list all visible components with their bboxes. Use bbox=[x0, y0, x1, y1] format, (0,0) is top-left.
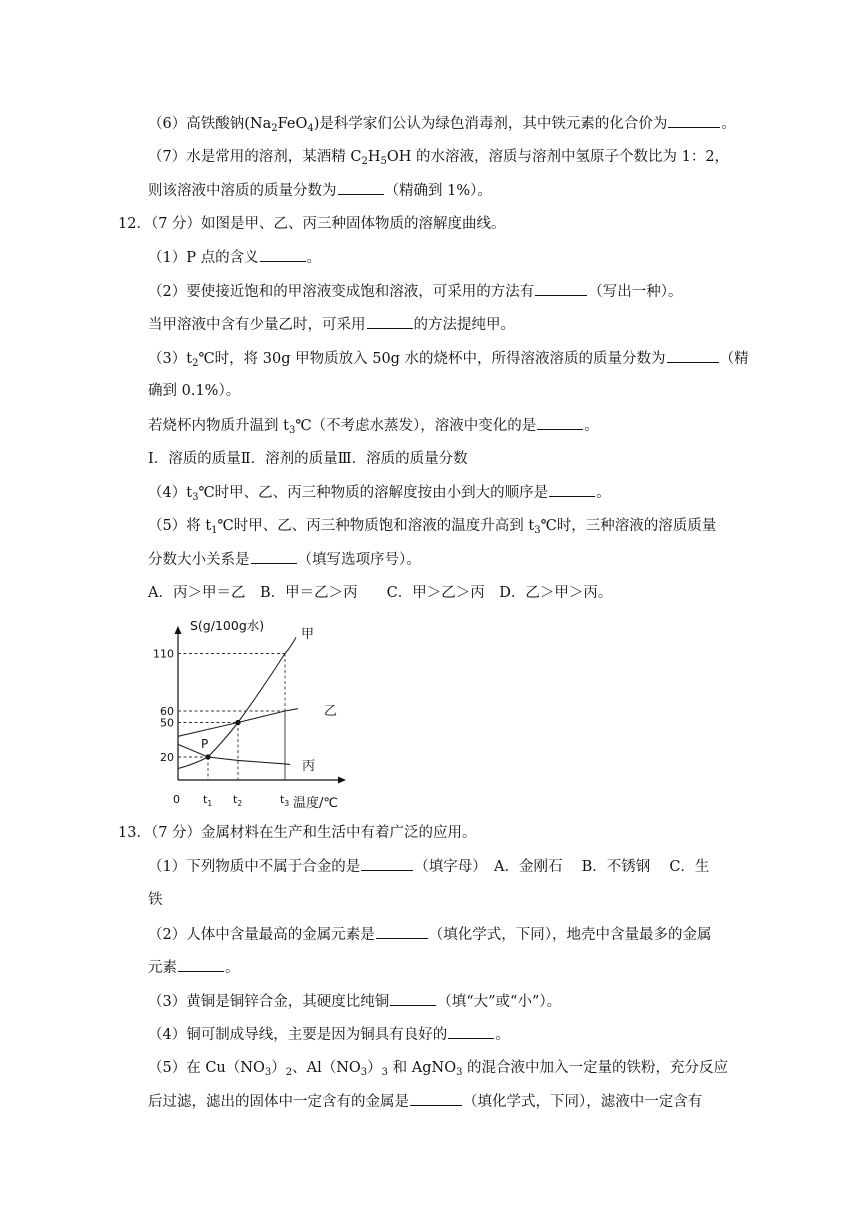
answer-blank bbox=[338, 180, 384, 195]
q12-choices: A．丙＞甲＝乙 B．甲＝乙＞丙 C．甲＞乙＞丙 D．乙＞甲＞丙。 bbox=[148, 585, 613, 601]
answer-blank bbox=[549, 482, 595, 497]
q12-part1: （1）P 点的含义 。 bbox=[148, 247, 321, 268]
q13-part2-line2: 元素 。 bbox=[148, 957, 240, 978]
y-axis-label: S(g/100g水) bbox=[190, 618, 265, 633]
x-axis-label: 温度/℃ bbox=[293, 796, 338, 811]
y-tick-label-110: 110 bbox=[153, 647, 174, 661]
q13-part3: （3）黄铜是铜锌合金，其硬度比纯铜 （填“大”或“小”）。 bbox=[148, 991, 561, 1012]
series-label-3: 丙 bbox=[302, 759, 316, 774]
answer-blank bbox=[376, 924, 428, 939]
q13-part1-line1: （1）下列物质中不属于合金的是 （填字母） A．金刚石 B．不锈钢 C．生 bbox=[148, 856, 709, 877]
q12-part5-line1: （5）将 $t_1℃$时甲、乙、丙三种物质饱和溶液的温度升高到 $t_3℃$时，三种溶液的溶质质量 bbox=[148, 518, 717, 536]
solubility-chart bbox=[148, 614, 368, 814]
answer-blank bbox=[361, 856, 413, 871]
q12-part3-line1: $(3)t_2℃$时，将 30g 甲物质放入 50g 水的烧杯中，所得溶液溶质的质量分数为 （精 bbox=[148, 348, 749, 369]
q12-header: 12．（7 分）如图是甲、乙、丙三种固体物质的溶解度曲线。 bbox=[118, 216, 506, 232]
x-tick-label-t3: $t_3$ bbox=[280, 793, 290, 808]
y-axis-arrow bbox=[175, 626, 182, 634]
answer-blank bbox=[251, 549, 297, 564]
y-tick-label-20: 20 bbox=[160, 751, 174, 764]
q11-item7-line2: 则该溶液中溶质的质量分数为 （精确到 1%）。 bbox=[148, 180, 492, 201]
origin-label: 0 bbox=[173, 793, 180, 806]
answer-blank bbox=[367, 314, 413, 329]
q12-part4: $(4)t_3℃$时甲、乙、丙三种物质的溶解度按由小到大的顺序是 。 bbox=[148, 482, 611, 503]
intersection-point-1 bbox=[205, 754, 210, 759]
q12-part2: （2）要使接近饱和的甲溶液变成饱和溶液，可采用的方法有 （写出一种）。 bbox=[148, 281, 682, 302]
intersection-point-2 bbox=[235, 720, 240, 725]
q12-part5-line2: 分数大小关系是 （填写选项序号）。 bbox=[148, 549, 421, 570]
q13-part4: （4）铜可制成导线，主要是因为铜具有良好的 。 bbox=[148, 1024, 510, 1045]
series-label-2: 乙 bbox=[324, 704, 338, 719]
answer-blank bbox=[537, 415, 583, 430]
q13-part1-line2: 铁 bbox=[148, 892, 163, 908]
q11-item6: （6）高铁酸钠$(Na_2FeO_4)$是科学家们公认为绿色消毒剂，其中铁元素的化合价为 。 bbox=[148, 113, 736, 134]
q13-part2-line1: （2）人体中含量最高的金属元素是 （填化学式，下同），地壳中含量最多的金属 bbox=[148, 924, 711, 945]
series-line-1 bbox=[178, 637, 296, 768]
q12-part3-line2: 确到 0.1%）。 bbox=[148, 383, 241, 399]
x-axis-arrow bbox=[338, 777, 346, 784]
q12-roman-options: Ⅰ．溶质的质量Ⅱ．溶剂的质量Ⅲ．溶质的质量分数 bbox=[148, 451, 468, 467]
answer-blank bbox=[448, 1024, 494, 1039]
series-line-3 bbox=[178, 744, 290, 764]
x-tick-label-t1: $t_1$ bbox=[203, 793, 213, 808]
q12-part2b: 当甲溶液中含有少量乙时，可采用 的方法提纯甲。 bbox=[148, 314, 515, 335]
q12-part3b: 若烧杯内物质升温到 $t_3℃$（不考虑水蒸发），溶液中变化的是 。 bbox=[148, 415, 599, 436]
q11-item7-line1: （7）水是常用的溶剂，某酒精 $C_2H_5OH$ 的水溶液，溶质与溶剂中氢原子个数比为 1：2， bbox=[148, 149, 730, 167]
answer-blank bbox=[410, 1091, 462, 1106]
y-tick-label-60: 60 bbox=[160, 705, 174, 718]
q13-part5-line2: 后过滤，滤出的固体中一定含有的金属是 （填化学式，下同），滤液中一定含有 bbox=[148, 1091, 702, 1112]
q13-header: 13．（7 分）金属材料在生产和生活中有着广泛的应用。 bbox=[118, 825, 477, 841]
answer-blank bbox=[260, 247, 306, 262]
answer-blank bbox=[178, 957, 224, 972]
answer-blank bbox=[667, 348, 719, 363]
point-p-label: P bbox=[201, 737, 209, 751]
answer-blank bbox=[535, 281, 587, 296]
x-tick-label-t2: $t_2$ bbox=[233, 793, 243, 808]
y-tick-label-50: 50 bbox=[160, 716, 174, 730]
q13-part5-line1: （5）在 $Cu(NO_3)_2$、$Al(NO_3)_3$ 和 AgNO$_3$ 的混合液中加入一定量的铁粉，充分反应 bbox=[148, 1060, 729, 1078]
answer-blank bbox=[390, 991, 436, 1006]
answer-blank bbox=[668, 113, 720, 128]
series-label-1: 甲 bbox=[301, 627, 315, 642]
